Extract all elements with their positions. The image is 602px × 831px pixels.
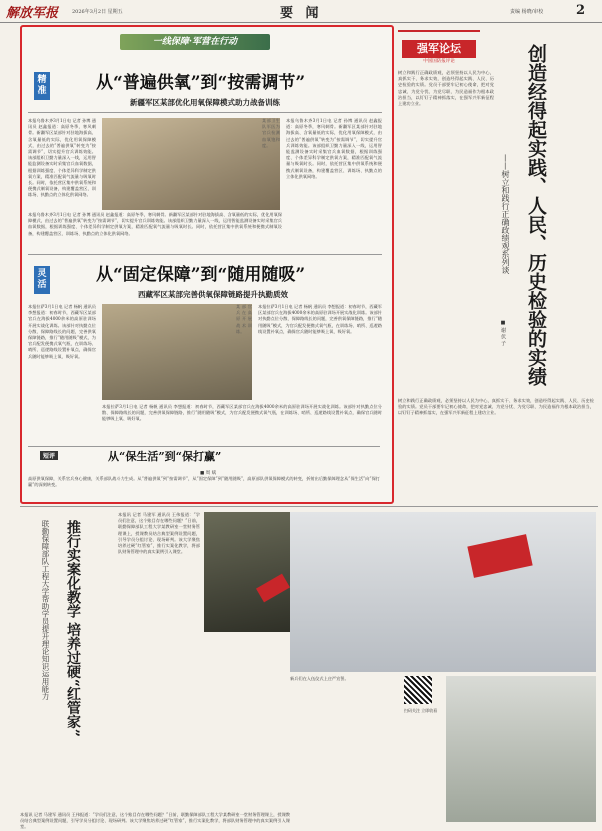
story1-tag: 精准 xyxy=(34,72,50,100)
story1-body-col1: 本报乌鲁木齐3月1日电 记者 孙博 通讯员 赵鑫报道：高原冬季，寒风刺骨。新疆军区某部针对驻地海拔高、含氧量低的实际，优化用氧保障模式，由过去的“普遍供氧”转变为“按需调节”，切实提升官兵训练效能。该部组织卫勤力量深入一线，运用智能监测设备实时采集官兵血氧数据，根据训练强度、个体差异科学制定供氧方案，精准匹配氧气流量与吸氧时长。同时，依托营区集中供氧系统和便携式制氧设备，构建覆盖营区、训练场、执勤点的立体化供氧网络。 xyxy=(28,118,96,198)
story1-body-col2: 本报乌鲁木齐3月1日电 记者 孙博 通讯员 赵鑫报道：高原冬季，寒风刺骨。新疆军区某部针对驻地海拔高、含氧量低的实际，优化用氧保障模式，由过去的“普遍供氧”转变为“按需调节”，切实提升官兵训练效能。该部组织卫勤力量深入一线，运用智能监测设备实时采集官兵血氧数据，根据训练强度、个体差异科学制定供氧方案，精准匹配氧气流量与吸氧时长。同时，依托营区集中供氧系统和便携式制氧设备，构建覆盖营区、训练场、执勤点的立体化供氧网络。 xyxy=(286,118,382,179)
masthead xyxy=(0,0,602,23)
issue-date: 2026年3月2日 星期五 xyxy=(72,9,123,15)
commentary-badge-sub: 中国国防报评论 xyxy=(423,59,455,64)
essay-kicker: 短评 xyxy=(40,451,58,460)
divider xyxy=(28,254,382,255)
newspaper-logo: 解放军报 xyxy=(6,6,59,21)
commentary-author: ■ 谢 伏 子 xyxy=(500,320,506,346)
editor-line: 责编 杨晓/审校 xyxy=(510,9,544,15)
divider xyxy=(20,506,598,507)
soldier-photo xyxy=(204,512,290,632)
story2-photo xyxy=(102,304,252,400)
story1-photo xyxy=(102,118,280,210)
commentary-body-col2: 树立和践行正确政绩观，必须坚持以人民为中心，真抓实干、务求实效，创造经得起实践、人民、历史检验的实绩。党员干部要牢记初心使命，把对党忠诚、为党分忧、为党尽职、为民造福作为根本政治担当，以钉钉子精神抓落实，在强军兴军新征程上建功立业。 xyxy=(398,398,594,416)
essay-body: 高原供氧保障，关系官兵身心健康，关系部队战斗力生成。从“普遍供氧”到“按需调节”，从“固定保障”到“随用随吸”，高原部队供氧保障模式的转变，折射出后勤保障理念从“保生活”向“保打赢”的深刻转变。 xyxy=(28,476,380,488)
page-number: 2 xyxy=(576,3,586,18)
essay-byline: ■ 周 斌 xyxy=(200,471,217,476)
commentary-subhead: ——树立和践行正确政绩观系列谈 xyxy=(501,154,510,274)
lower-body-col2: 本报讯 记者 马建军 通讯员 王伟报道：“学员们注意，这个账目存在哪些问题？”日前，联勤保障部队工程大学某教研室一堂财务管理课上，授课教员结合典型案例设置问题，引导学员分组讨论、现场研判。该大学聚焦培养过硬“红管家”，推行实案化教学，将部队财务管理中的真实案例引入课堂。 xyxy=(20,812,290,830)
story2-headline[interactable]: 从“固定保障”到“随用随吸” xyxy=(96,265,306,285)
commentary-badge: 强军论坛 xyxy=(402,40,476,58)
troops-photo xyxy=(446,676,596,822)
story2-body-col2: 本报拉萨3月1日电 记者 杨帆 通讯员 李想报道：初春时节，西藏军区某部官兵在海拔4000余米的高原驻训场开展实战化训练。该部针对执勤点位分散、保障路线长的问题，完善供氧保障链路，推行“随用随吸”模式，为官兵配发便携式氧气瓶，在训练场、哨所、巡逻路线设置补氧点，确保官兵随时能够吸上氧、吸好氧。 xyxy=(258,304,382,334)
photo-caption: 新兵们在入伍仪式上庄严宣誓。 xyxy=(290,676,349,681)
lower-subhead: 联勤保障部队工程大学帮助学员提升理论知识运用能力 xyxy=(41,520,50,700)
story2-body-col1: 本报拉萨3月1日电 记者 杨帆 通讯员 李想报道：初春时节，西藏军区某部官兵在海拔4000余米的高原驻训场开展实战化训练。该部针对执勤点位分散、保障路线长的问题，完善供氧保障链路，推行“随用随吸”模式，为官兵配发便携式氧气瓶，在训练场、哨所、巡逻路线设置补氧点，确保官兵随时能够吸上氧、吸好氧。 xyxy=(28,304,96,359)
story1-body-col3: 本报乌鲁木齐3月1日电 记者 孙博 通讯员 赵鑫报道：高原冬季，寒风刺骨。新疆军区某部针对驻地海拔高、含氧量低的实际，优化用氧保障模式，由过去的“普遍供氧”转变为“按需调节”，切实提升官兵训练效能。该部组织卫勤力量深入一线，运用智能监测设备实时采集官兵血氧数据，根据训练强度、个体差异科学制定供氧方案，精准匹配氧气流量与吸氧时长。同时，依托营区集中供氧系统和便携式制氧设备，构建覆盖营区、训练场、执勤点的立体化供氧网络。 xyxy=(28,212,282,236)
story2-subhead: 西藏军区某部完善供氧保障链路提升执勤质效 xyxy=(138,290,288,299)
section-title: 要 闻 xyxy=(280,6,323,21)
lower-body-col1: 本报讯 记者 马建军 通讯员 王伟报道：“学员们注意，这个账目存在哪些问题？”日前，联勤保障部队工程大学某教研室一堂财务管理课上，授课教员结合典型案例设置问题，引导学员分组讨论、现场研判。该大学聚焦培养过硬“红管家”，推行实案化教学，将部队财务管理中的真实案例引入课堂。 xyxy=(118,512,200,555)
story1-photo-caption: 某部卫生队军医为官兵检测血氧饱和度。 xyxy=(262,118,280,148)
qr-code-icon[interactable] xyxy=(404,676,432,704)
divider xyxy=(28,112,382,113)
qr-caption: 扫码关注 立即收看 xyxy=(404,708,438,713)
story1-subhead: 新疆军区某部优化用氧保障模式助力战备训练 xyxy=(130,98,280,107)
story2-tag: 灵活 xyxy=(34,266,50,294)
lower-headline[interactable]: 推行实案化教学 培养过硬“红管家” xyxy=(65,520,81,737)
essay-headline[interactable]: 从“保生活”到“保打赢” xyxy=(108,450,222,463)
story2-body-col3: 本报拉萨3月1日电 记者 杨帆 通讯员 李想报道：初春时节，西藏军区某部官兵在海拔4000余米的高原驻训场开展实战化训练。该部针对执勤点位分散、保障路线长的问题，完善供氧保障链路，推行“随用随吸”模式，为官兵配发便携式氧气瓶，在训练场、哨所、巡逻路线设置补氧点，确保官兵随时能够吸上氧、吸好氧。 xyxy=(102,404,382,422)
feature-banner: 一线保障·军营在行动 xyxy=(120,34,270,50)
story2-photo-caption: 某部官兵在高原开展战术训练。 xyxy=(236,304,252,334)
story1-headline[interactable]: 从“普遍供氧”到“按需调节” xyxy=(96,73,306,93)
commentary-body-col1: 树立和践行正确政绩观，必须坚持以人民为中心，真抓实干、务求实效，创造经得起实践、人民、历史检验的实绩。党员干部要牢记初心使命，把对党忠诚、为党分忧、为党尽职、为民造福作为根本政治担当，以钉钉子精神抓落实，在强军兴军新征程上建功立业。 xyxy=(398,70,494,107)
parade-photo xyxy=(290,512,596,672)
commentary-headline[interactable]: 创造经得起实践、人民、历史检验的实绩 xyxy=(525,44,547,386)
